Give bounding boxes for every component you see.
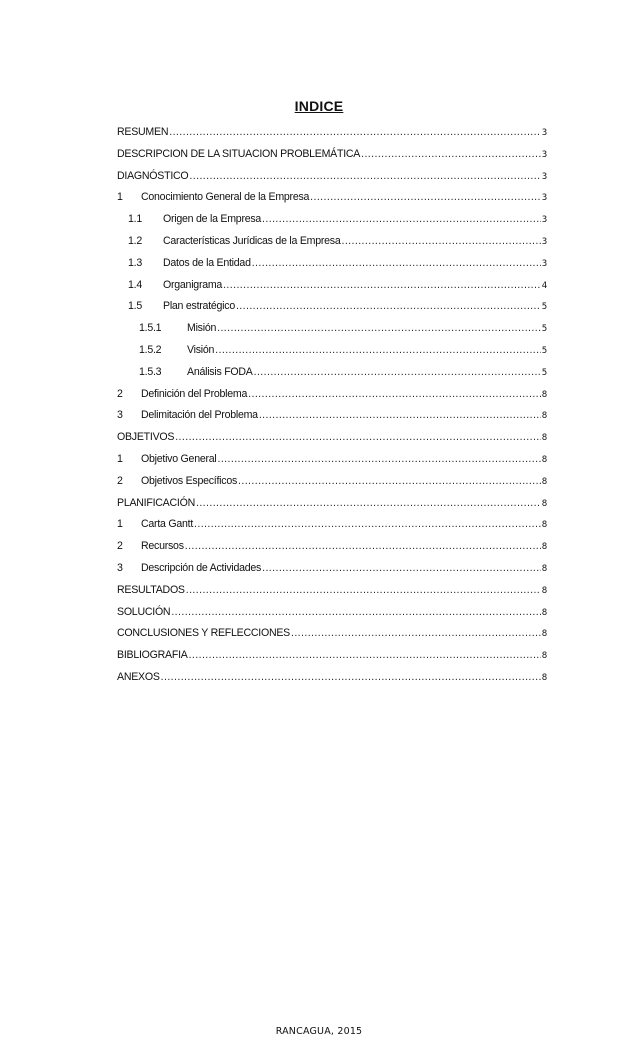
toc-entry-page-number: 3 (541, 215, 547, 226)
toc-entry-page-number: 8 (541, 651, 547, 662)
toc-entry-page-number: 8 (541, 454, 547, 465)
toc-entry-page-number: 8 (541, 476, 547, 487)
toc-entry[interactable] (117, 409, 547, 431)
toc-dot-leader (189, 649, 541, 661)
toc-entry-number: 2 (117, 474, 123, 487)
toc-entry-label: RESUMEN (117, 126, 169, 138)
toc-dot-leader (223, 279, 541, 291)
toc-entry-page-number: 8 (541, 542, 547, 553)
toc-entry-label: Descripción de Actividades (141, 561, 262, 574)
toc-entry-page-number: 8 (541, 389, 547, 400)
toc-dot-leader (185, 540, 541, 552)
toc-entry-label: Características Jurídicas de la Empresa (163, 234, 341, 247)
toc-entry-label: Plan estratégico (163, 300, 235, 313)
toc-entry-label: OBJETIVOS (117, 431, 175, 444)
toc-dot-leader (186, 584, 541, 596)
toc-entry[interactable] (117, 344, 547, 366)
toc-entry[interactable] (117, 366, 547, 388)
toc-dot-leader (215, 344, 541, 356)
toc-entry-page-number: 3 (541, 193, 547, 204)
toc-entry-label: Datos de la Entidad (163, 256, 251, 269)
toc-entry[interactable] (117, 606, 547, 628)
toc-entry[interactable] (117, 497, 547, 519)
toc-entry[interactable] (117, 475, 547, 497)
toc-dot-leader (254, 366, 541, 378)
toc-entry-page-number: 5 (541, 302, 547, 313)
toc-entry-label: Misión (187, 322, 217, 335)
toc-dot-leader (259, 409, 541, 421)
toc-entry-page-number: 8 (541, 520, 547, 531)
toc-entry-page-number: 5 (541, 367, 547, 378)
toc-dot-leader (175, 431, 541, 443)
toc-entry-number: 3 (117, 561, 123, 574)
toc-entry-page-number: 8 (541, 563, 547, 574)
toc-entry-number: 2 (117, 540, 123, 553)
toc-entry[interactable] (117, 671, 547, 693)
toc-entry[interactable] (117, 213, 547, 235)
toc-entry-number: 1 (117, 191, 123, 204)
toc-entry-label: Delimitación del Problema (141, 409, 258, 422)
toc-entry-label: Origen de la Empresa (163, 213, 262, 226)
toc-entry[interactable] (117, 170, 547, 192)
toc-entry[interactable] (117, 148, 547, 170)
toc-entry[interactable] (117, 649, 547, 671)
toc-dot-leader (262, 213, 541, 225)
toc-entry-label: ANEXOS (117, 670, 160, 683)
toc-entry-page-number: 3 (541, 128, 547, 138)
toc-entry[interactable] (117, 627, 547, 649)
toc-entry-label: Objetivo General (141, 452, 217, 465)
toc-entry-page-number: 3 (541, 171, 547, 182)
toc-entry-page-number: 3 (541, 149, 547, 160)
toc-dot-leader (169, 126, 541, 138)
toc-entry-number: 1 (117, 452, 123, 465)
toc-dot-leader (171, 606, 540, 618)
toc-entry-page-number: 8 (541, 411, 547, 422)
toc-entry-number: 1.3 (128, 256, 142, 269)
toc-dot-leader (161, 671, 541, 683)
toc-entry-label: Carta Gantt (141, 518, 194, 531)
toc-entry-label: Visión (187, 343, 215, 356)
toc-entry[interactable] (117, 431, 547, 453)
toc-entry-number: 2 (117, 387, 123, 400)
toc-entry-page-number: 8 (541, 629, 547, 640)
toc-entry-page-number: 5 (541, 345, 547, 356)
toc-entry-number: 3 (117, 409, 123, 422)
toc-entry-label: SOLUCIÓN (117, 605, 171, 618)
toc-entry[interactable] (117, 518, 547, 540)
toc-entry-number: 1.4 (128, 278, 142, 291)
toc-entry-label: RESULTADOS (117, 583, 185, 596)
toc-dot-leader (341, 235, 540, 247)
toc-entry[interactable] (117, 300, 547, 322)
toc-entry[interactable] (117, 279, 547, 301)
toc-entry[interactable] (117, 453, 547, 475)
toc-entry-label: DESCRIPCION DE LA SITUACION PROBLEMÁTICA (117, 147, 361, 160)
toc-dot-leader (236, 300, 541, 312)
toc-entry-page-number: 5 (541, 324, 547, 335)
toc-entry-number: 1.5.1 (139, 322, 162, 335)
toc-entry-label: Análisis FODA (187, 365, 253, 378)
toc-entry[interactable] (117, 257, 547, 279)
toc-entry-number: 1 (117, 518, 123, 531)
toc-dot-leader (217, 322, 541, 334)
toc-entry-page-number: 4 (541, 280, 547, 291)
toc-entry[interactable] (117, 562, 547, 584)
toc-entry[interactable] (117, 191, 547, 213)
toc-entry-page-number: 3 (541, 236, 547, 247)
toc-dot-leader (291, 627, 541, 639)
toc-entry-page-number: 3 (541, 258, 547, 269)
toc-entry-label: Definición del Problema (141, 387, 248, 400)
page-footer: RANCAGUA, 2015 (275, 1026, 363, 1037)
toc-entry-label: CONCLUSIONES Y REFLECCIONES (117, 627, 290, 640)
toc-dot-leader (189, 170, 540, 182)
toc-entry-label: Recursos (141, 540, 184, 553)
toc-entry-label: Objetivos Específicos (141, 474, 238, 487)
toc-entry[interactable] (117, 126, 547, 148)
page-title: INDICE (294, 98, 344, 114)
toc-entry-number: 1.5.2 (139, 343, 162, 356)
toc-entry-label: DIAGNÓSTICO (117, 169, 189, 182)
toc-dot-leader (238, 475, 541, 487)
toc-dot-leader (262, 562, 541, 574)
toc-entry-label: Conocimiento General de la Empresa (141, 191, 310, 204)
toc-entry-number: 1.5.3 (139, 365, 162, 378)
toc-entry[interactable] (117, 540, 547, 562)
toc-entry-page-number: 8 (541, 585, 547, 596)
toc-entry[interactable] (117, 322, 547, 344)
toc-entry[interactable] (117, 388, 547, 410)
toc-dot-leader (194, 518, 541, 530)
toc-dot-leader (218, 453, 541, 465)
toc-dot-leader (310, 191, 541, 203)
toc-dot-leader (248, 388, 541, 400)
toc-entry-number: 1.1 (128, 213, 142, 226)
toc-entry[interactable] (117, 584, 547, 606)
toc-dot-leader (252, 257, 541, 269)
toc-entry-page-number: 8 (541, 498, 547, 509)
toc-dot-leader (196, 497, 541, 509)
toc-dot-leader (361, 148, 541, 160)
toc-entry-page-number: 8 (541, 672, 547, 683)
table-of-contents (117, 126, 547, 693)
toc-entry-label: BIBLIOGRAFIA (117, 649, 188, 662)
toc-entry-number: 1.5 (128, 300, 142, 313)
toc-entry[interactable] (117, 235, 547, 257)
toc-entry-label: Organigrama (163, 278, 223, 291)
toc-entry-number: 1.2 (128, 234, 142, 247)
toc-entry-label: PLANIFICACIÓN (117, 496, 195, 509)
toc-entry-page-number: 8 (541, 607, 547, 618)
toc-entry-page-number: 8 (541, 433, 547, 444)
